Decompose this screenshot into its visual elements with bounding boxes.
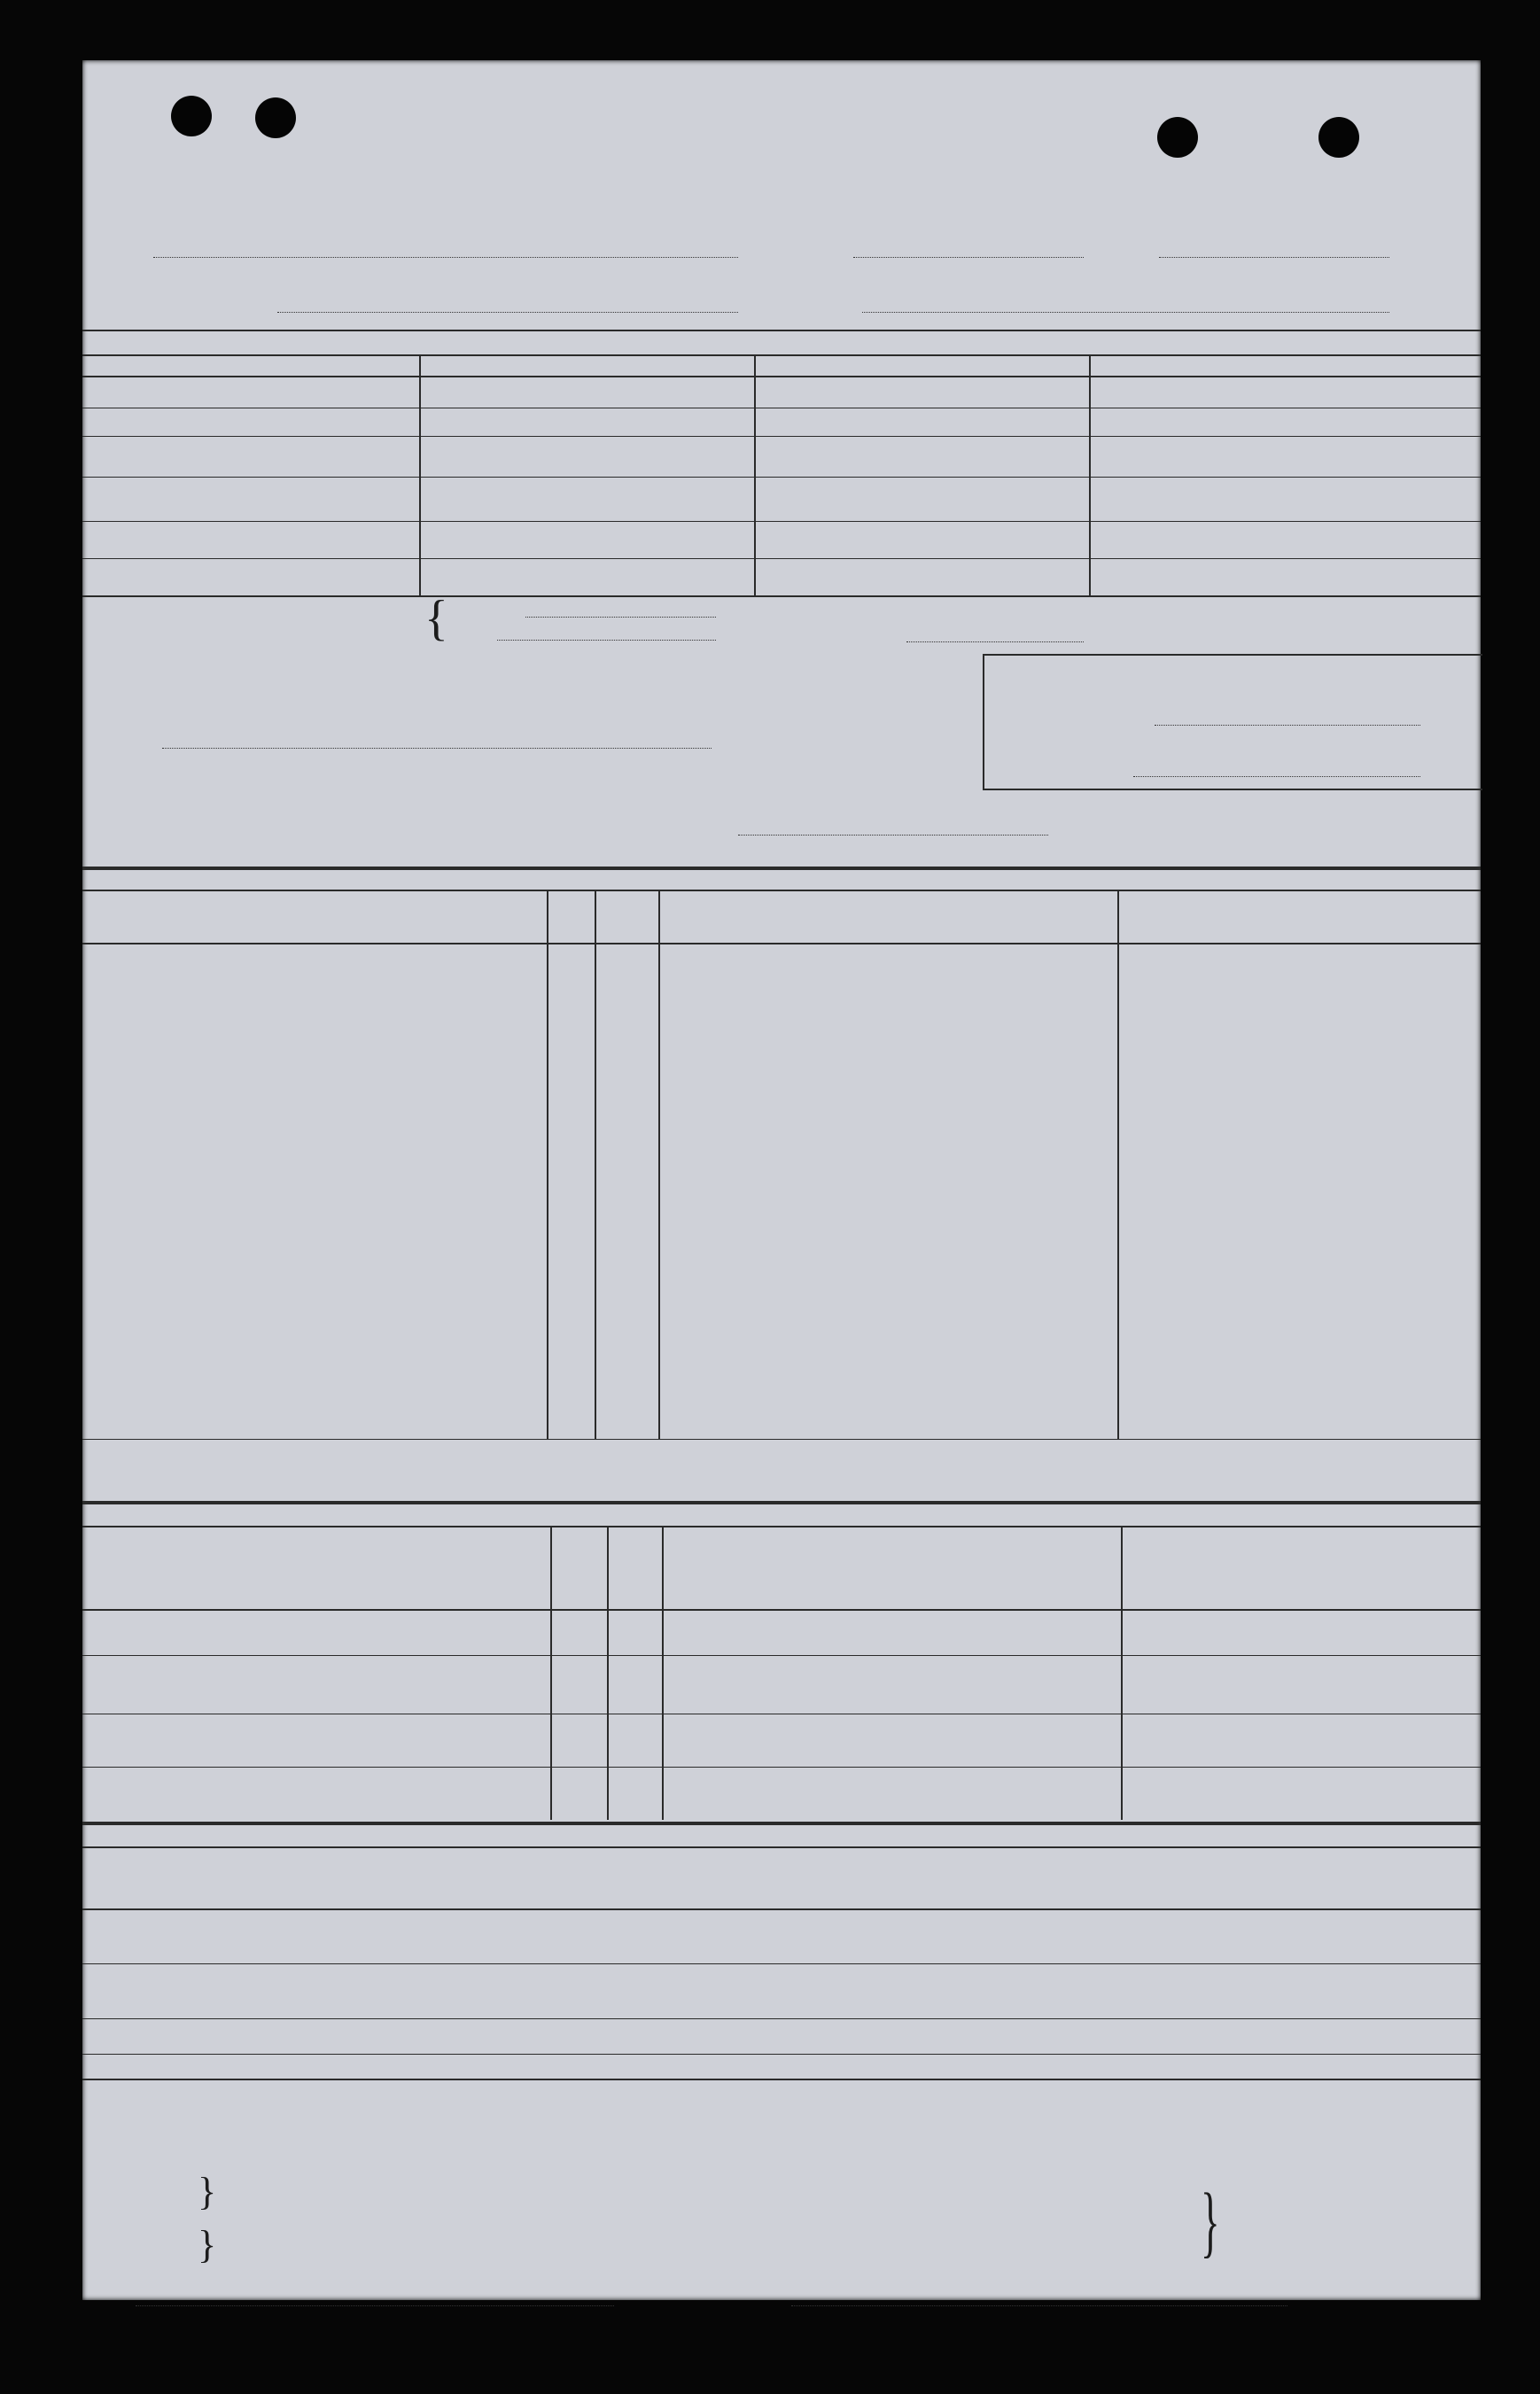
punch-hole — [255, 97, 296, 138]
brace: } — [198, 2223, 217, 2266]
official-use-box — [983, 654, 1482, 790]
brace: { — [424, 591, 448, 646]
punch-hole — [1157, 117, 1198, 158]
punch-hole — [1318, 117, 1359, 158]
punch-hole — [171, 96, 212, 136]
brace: } — [1201, 2178, 1220, 2266]
brace: } — [198, 2170, 217, 2213]
declaration-sheet — [82, 60, 1481, 2300]
